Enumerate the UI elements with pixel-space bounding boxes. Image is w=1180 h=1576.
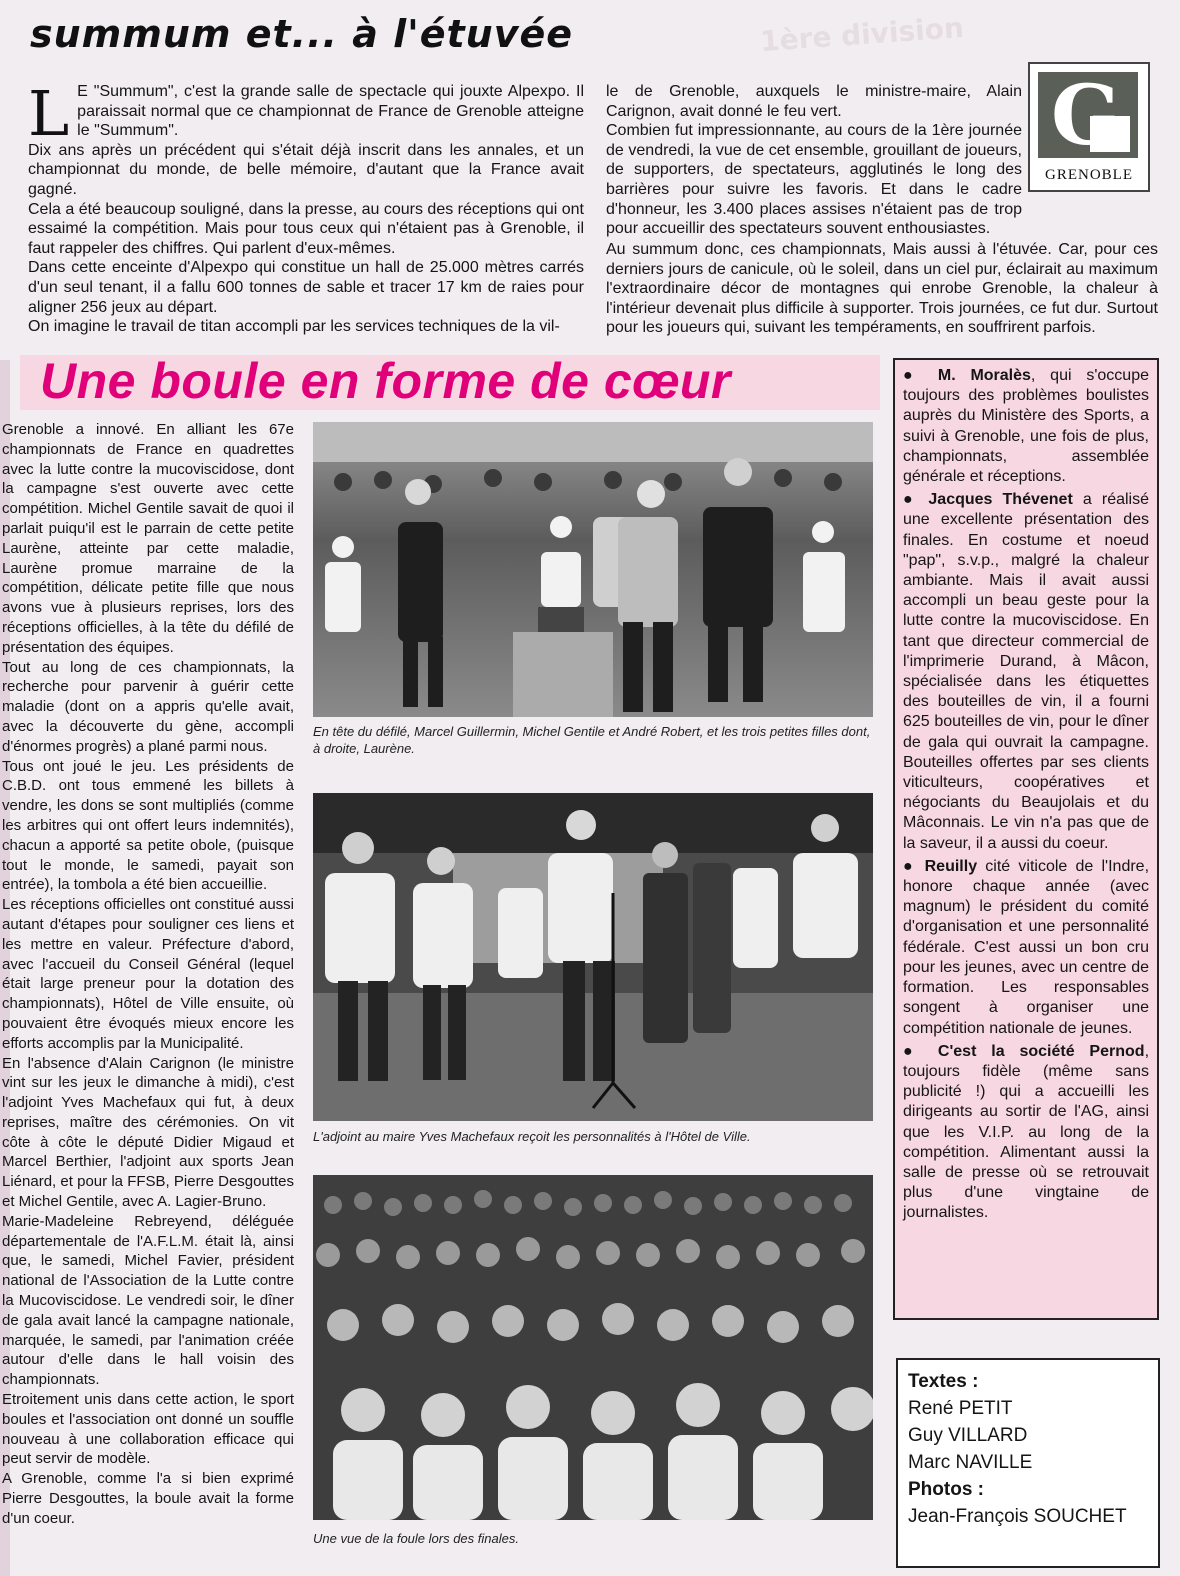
bleed-through-text: 1ère division: [759, 10, 965, 59]
photos-label: Photos :: [908, 1479, 984, 1500]
article-body-column: [2, 420, 294, 1529]
intro-paragraph: le de Grenoble, auxquels le ministre-maire, Alain Carignon, avait donné le feu vert.: [606, 83, 1022, 120]
intro-paragraph: Au summum donc, ces championnats, Mais aussi à l'étuvée. Car, pour ces derniers jours de canicule, où le soleil, dans un ciel pur, éclairait au maximum l'extraordinaire décor de montagnes qui enrobe Grenoble, la chaleur à l'intérieur devenait plus difficile à supporter. Trois journées, ce fut dur. Surtout pour les joueurs qui, suivant les tempéraments, en souffrirent parfois.: [606, 241, 1158, 337]
body-paragraph: Tout au long de ces championnats, la recherche pour parvenir à guérir cette maladie (dont on a appris qu'elle avait, avec la découverte du gène, accompli d'énormes progrès) a plané parmi nous.: [2, 658, 294, 755]
note-lead: M. Moralès: [937, 367, 1031, 384]
photo-reception: [313, 793, 873, 1121]
body-paragraph: Etroitement unis dans cette action, le sport boules et l'association ont donné un souffle nouveau à une collaboration efficace qui peut servir de modèle.: [2, 1391, 294, 1468]
intro-left-column: [28, 77, 584, 337]
note-text: , toujours fidèle (même sans publicité !) qui a accueilli les dirigeants au sortir de l'AG, ainsi que les V.I.P. au long de la compétition. Alimentant aussi la salle de presse où se retrouvait plus d'une vingtaine de journalistes.: [903, 1042, 1150, 1222]
photo-caption: En tête du défilé, Marcel Guillermin, Michel Gentile et André Robert, et les trois petites filles dont, à droite, Laurène.: [313, 724, 871, 756]
note-text: a réalisé une excellente présentation des finales. En costume et noeud "pap", s.v.p., malgré la chaleur ambiante. Mais il avait aussi accompli un beau geste pour la lutte contre la mucoviscidose. En tant que directeur commercial de l'imprimerie Durand, à Mâcon, spécialisée dans les étiquettes des bouteilles de vin, il a fourni 625 bouteilles de vin, pour le dîner de gala qui ouvrait la campagne. Bouteilles offertes par ses clients viticulteurs, coopératives et négociants du Beaujolais et du Mâconnais. Le vin n'a pas que de la saveur, il a aussi du coeur.: [903, 491, 1149, 852]
logo-mark: [1038, 68, 1138, 164]
sidebar-note: [903, 366, 1149, 487]
intro-right-column: [606, 82, 1022, 239]
intro-paragraph: Dix ans après un précédent qui s'était déjà inscrit dans les annales, et un championnat du monde, de belle mémoire, d'autant que la France avait gagné.: [28, 141, 584, 198]
logo-name: GRENOBLE: [1045, 167, 1133, 183]
photo-crowd: [313, 1175, 873, 1520]
photo-caption: L'adjoint au maire Yves Machefaux reçoit les personnalités à l'Hôtel de Ville.: [313, 1129, 751, 1144]
grenoble-logo: [1028, 62, 1150, 192]
body-paragraph: Marie-Madeleine Rebreyend, déléguée départementale de l'A.F.L.M. était là, ainsi que, le samedi, Michel Favier, président national de l'Association de la Lutte contre la Mucoviscidose. Le vendredi soir, le dîner de gala avait lancé la campagne nationale, marquée, le samedi, par l'animation créée autour d'elle dans le hall voisin des championnats.: [2, 1212, 294, 1389]
photo-caption: Une vue de la foule lors des finales.: [313, 1531, 519, 1546]
body-paragraph: Grenoble a innové. En alliant les 67e championnats de France en quadrettes avec la lutte contre la mucoviscidose, dont la campagne s'est ouverte avec cette compétition. Michel Gentile savait de quoi il parlait puiqu'il est le parrain de cette petite Laurène, atteinte par cette maladie, Laurène promue marraine de la compétition, délicate petite fille que nous avons vue à plusieurs reprises, lors des réceptions officielles, à la tête du défilé de présentation des équipes.: [2, 421, 294, 656]
bullet-icon: ●: [903, 491, 929, 509]
bullet-icon: ●: [903, 857, 925, 875]
author-name: Marc NAVILLE: [908, 1452, 1033, 1473]
intro-paragraph: On imagine le travail de titan accompli par les services techniques de la vil-: [28, 318, 560, 336]
sidebar-notes-box: [893, 358, 1159, 1320]
intro-paragraph: Cela a été beaucoup souligné, dans la presse, au cours des réceptions qui ont essaimé la compétition. Mais pour tous ceux qui n'étaient pas à Grenoble, il faut rappeler des chiffres. Qui parlent d'eux-mêmes.: [28, 200, 584, 257]
credits-box: [896, 1358, 1160, 1568]
sidebar-note: [903, 490, 1149, 854]
body-paragraph: A Grenoble, comme l'a si bien exprimé Pierre Desgouttes, la boule avait la forme d'un coeur.: [2, 1470, 294, 1527]
body-paragraph: Tous ont joué le jeu. Les présidents de C.B.D. ont tous emmené les billets à vendre, les dons se sont multipliés (comme les arbitres qui ont offert leurs indemnités), chacun a apporté sa petite obole, (puisque tout le monde, le samedi, payait son entrée), la tombola a été bien accueillie.: [2, 757, 294, 894]
intro-paragraph: Dans cette enceinte d'Alpexpo qui constitue un hall de 25.000 mètres carrés d'un seul tenant, il a fallu 600 tonnes de sable et tracer 17 km de raies pour aligner 256 jeux au départ.: [28, 259, 584, 316]
body-paragraph: Les réceptions officielles ont constitué aussi autant d'étapes pour souligner ces liens et les mettre en valeur. Préfecture d'abord, avec l'accueil du Conseil Général (lequel était large preneur pour la dotation des championnats), Hôtel de Ville ensuite, où pouvaient être évoqués mieux encore les efforts accomplis par la Municipalité.: [2, 896, 294, 1052]
note-lead: Jacques Thévenet: [928, 491, 1073, 509]
section-title: summum et... à l'étuvée: [30, 12, 574, 56]
note-text: , qui s'occupe toujours des problèmes boulistes auprès du Ministère des Sports, a suivi à Grenoble, une fois de plus, championnats, assemblée générale et réceptions.: [903, 367, 1150, 486]
logo-letter: G: [1050, 68, 1122, 164]
intro-paragraph: E "Summum", c'est la grande salle de spectacle qui jouxte Alpexpo. Il paraissait normal que ce championnat de France de Grenoble atteigne le "Summum".: [77, 83, 584, 140]
note-lead: C'est la société Pernod: [937, 1042, 1145, 1060]
drop-cap: L: [28, 77, 70, 150]
author-name: Guy VILLARD: [908, 1425, 1028, 1446]
intro-right-column-wide: [606, 240, 1158, 338]
article-headline: Une boule en forme de cœur: [40, 353, 731, 409]
bullet-icon: ●: [903, 1042, 938, 1060]
photo-parade: [313, 422, 873, 717]
author-name: René PETIT: [908, 1398, 1013, 1419]
bullet-icon: ●: [903, 367, 938, 384]
sidebar-note: [903, 1042, 1149, 1224]
texts-label: Textes :: [908, 1371, 979, 1392]
intro-paragraph: Combien fut impressionnante, au cours de la 1ère journée de vendredi, la vue de cet ensemble, grouillant de joueurs, de supporters, de spectateurs, agglutinés le long des barrières pour suivre les favoris. Et dans le cadre d'honneur, les 3.400 places assises n'étaient pas de trop pour accueillir des spectateurs souvent enthousiastes.: [606, 122, 1022, 238]
sidebar-note: [903, 857, 1149, 1039]
body-paragraph: En l'absence d'Alain Carignon (le ministre vint sur les jeux le dimanche à midi), c'est l'adjoint Yves Machefaux qui fut, à deux reprises, maître des cérémonies. On vit côte à côte le député Didier Migaud et Marcel Berthier, l'adjoint aux sports Jean Liénard, et pour la FFSB, Pierre Desgouttes et Michel Gentile, avec A. Lagier-Bruno.: [2, 1054, 294, 1211]
note-text: cité viticole de l'Indre, honore chaque année (avec magnum) le président du comité d'organisation et une personnalité fédérale. C'est aussi un bon cru pour les jeunes, avec un centre de formation. Les responsables songent à organiser une compétition nationale de jeunes.: [903, 857, 1150, 1037]
photographer-name: Jean-François SOUCHET: [908, 1506, 1127, 1527]
note-lead: Reuilly: [924, 857, 978, 875]
